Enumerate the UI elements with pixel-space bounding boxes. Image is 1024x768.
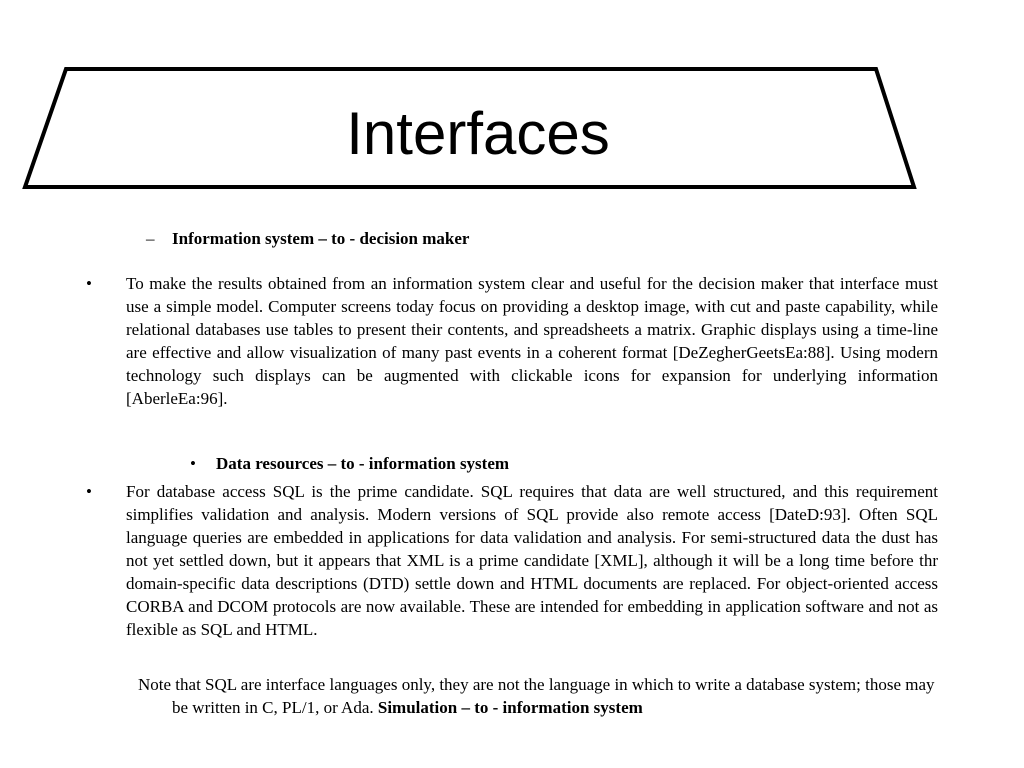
slide-title: Interfaces (346, 100, 610, 167)
note-bold-heading: Simulation – to - information system (377, 698, 643, 717)
subheading-information-system (146, 228, 469, 250)
bullet-marker: • (190, 454, 196, 473)
paragraph-database-access (86, 480, 938, 641)
dash-marker: – (146, 229, 155, 248)
paragraph-text: To make the results obtained from an information system clear and useful for the decision maker that interface must use a simple model. Computer screens today focus on providing a desktop image, with cut and paste capability, while relational databases use tables to present their contents, and spreadsheets a matrix. Graphic displays using a time-line are effective and allow visualization of many past events in a coherent format [DeZegherGeetsEa:88]. Using modern technology such displays can be augmented with clickable icons for expansion for underlying information [AberleEa:96]. (126, 274, 938, 408)
bullet-marker: • (86, 274, 92, 293)
subheading-text: Data resources – to - information system (216, 454, 510, 473)
bullet-marker: • (86, 482, 92, 501)
note-text: Note that SQL are interface languages only, they are not the language in which to write a database system; those may be written in C, PL/1, or Ada. (138, 675, 935, 717)
paragraph-text: For database access SQL is the prime candidate. SQL requires that data are well structured, and this requirement simplifies validation and analysis. Modern versions of SQL provide also remote access [DateD:93]. Often SQL language queries are embedded in applications for data validation and analysis. For semi-structured data the dust has not yet settled down, but it appears that XML is a prime candidate [XML], although it will be a long time before thr domain-specific data descriptions (DTD) settle down and HTML documents are replaced. For object-oriented access CORBA and DCOM protocols are now available. These are intended for embedding in application software and not as flexible as SQL and HTML. (126, 482, 938, 639)
paragraph-decision-maker (86, 272, 938, 410)
subheading-text: Information system – to - decision maker (172, 229, 470, 248)
subheading-data-resources (190, 453, 509, 475)
note-paragraph (138, 673, 938, 719)
